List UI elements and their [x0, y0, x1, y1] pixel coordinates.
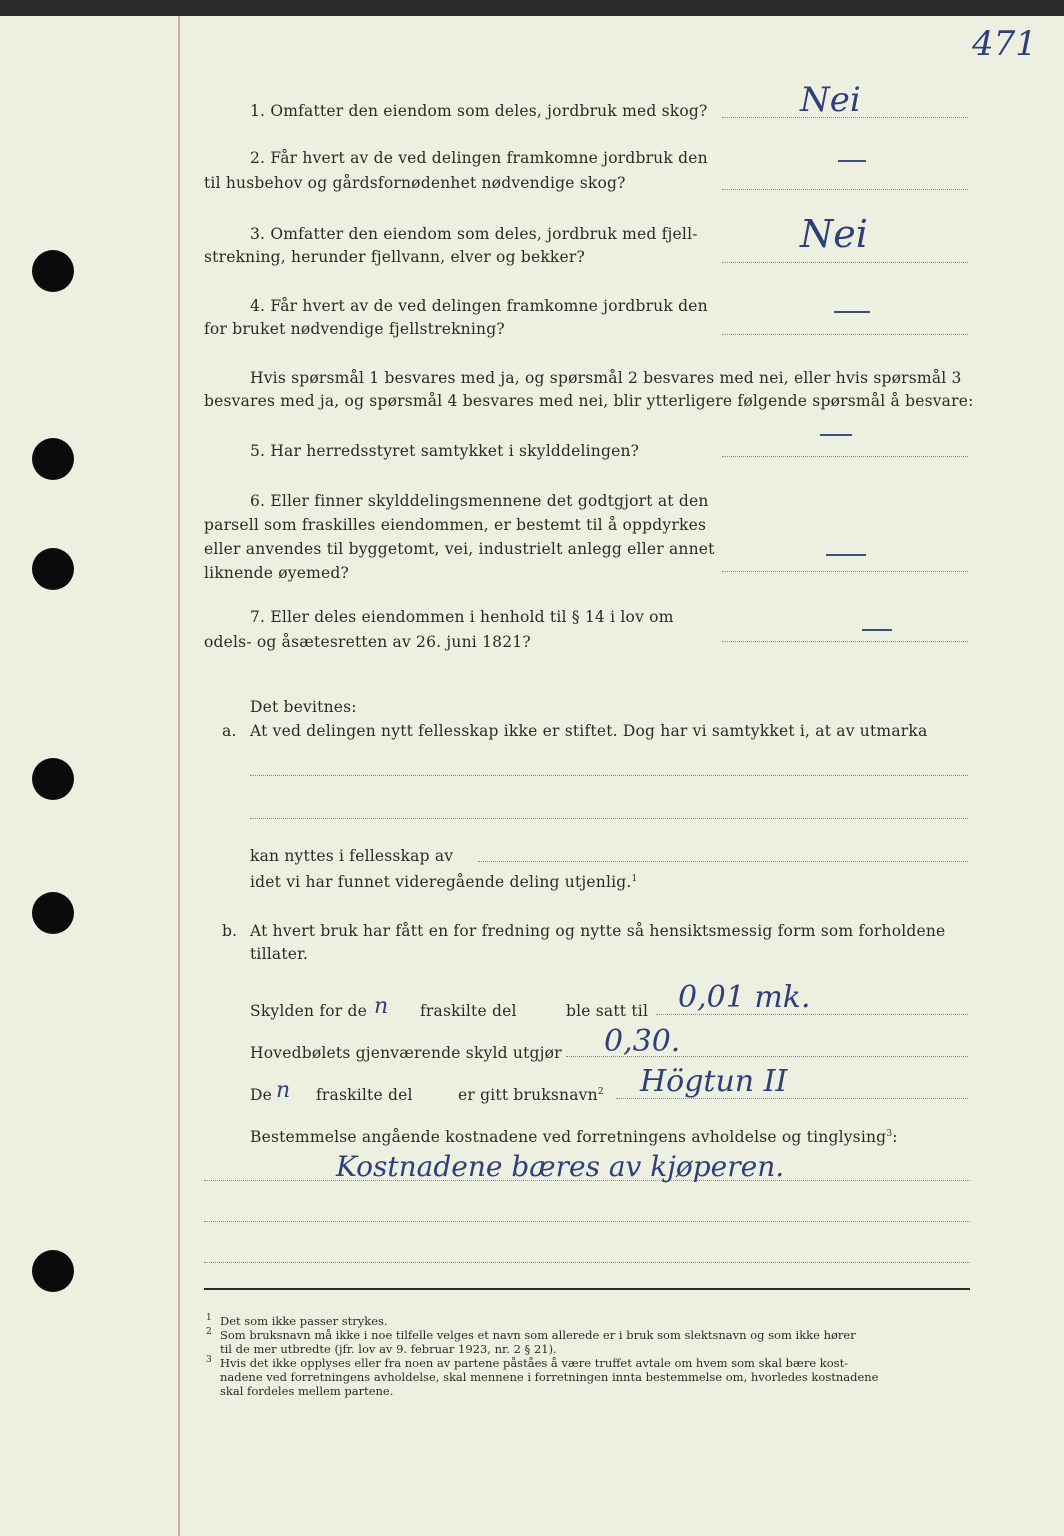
answer-3-handwritten: Nei — [800, 212, 868, 256]
bruksnavn-label: De — [250, 1086, 273, 1104]
section-a-line-3: idet vi har funnet videregående deling utjenlig.$^1$ — [250, 873, 638, 891]
bruksnavn-suffix-handwritten: n — [276, 1078, 291, 1103]
footnote-2-line-1: Som bruksnavn må ikke i noe tilfelle velges et navn som allerede er i bruk som slektsnavn og som ikke hører — [220, 1328, 856, 1342]
question-5-line-1: 5. Har herredsstyret samtykket i skylddelingen? — [250, 442, 640, 460]
section-a-marker: a. — [222, 722, 237, 740]
punch-hole — [32, 548, 74, 590]
kostnad-line-2 — [204, 1221, 970, 1222]
punch-hole — [32, 250, 74, 292]
kostnad-line-3 — [204, 1262, 970, 1263]
question-6-line-1: 6. Eller finner skylddelingsmennene det godtgjort at den — [250, 492, 709, 510]
answer-2-dash — [838, 160, 866, 162]
kostnad-label: Bestemmelse angående kostnadene ved forretningens avholdelse og tinglysing$^3$: — [250, 1128, 898, 1146]
skylden-value-handwritten: 0,01 mk. — [678, 980, 811, 1015]
punch-hole — [32, 1250, 74, 1292]
footnote-2-num: 2 — [206, 1327, 212, 1338]
scan-top-edge — [0, 0, 1064, 16]
section-a-fill-line — [478, 861, 968, 862]
skylden-suffix-handwritten: n — [374, 994, 389, 1019]
page-number: 471 — [972, 24, 1037, 64]
section-a-blank-line-2 — [250, 818, 968, 819]
kostnad-value-handwritten: Kostnadene bæres av kjøperen. — [336, 1150, 785, 1183]
condition-line-2: besvares med ja, og spørsmål 4 besvares med nei, blir ytterligere følgende spørsmål å besvare: — [204, 392, 974, 410]
answer-1-handwritten: Nei — [800, 80, 861, 120]
question-6-line-4: liknende øyemed? — [204, 564, 350, 582]
hovedbol-value-handwritten: 0,30. — [604, 1024, 681, 1059]
skylden-mid: fraskilte del — [420, 1002, 517, 1020]
answer-line-5 — [722, 456, 968, 457]
footnote-rule — [204, 1288, 970, 1290]
punch-hole — [32, 892, 74, 934]
question-7-line-2: odels- og åsætesretten av 26. juni 1821? — [204, 633, 531, 651]
question-6-line-2: parsell som fraskilles eiendommen, er bestemt til å oppdyrkes — [204, 516, 707, 534]
hovedbol-label: Hovedbølets gjenværende skyld utgjør — [250, 1044, 562, 1062]
question-2-line-1: 2. Får hvert av de ved delingen framkomne jordbruk den — [250, 149, 708, 167]
question-4-line-2: for bruket nødvendige fjellstrekning? — [204, 320, 505, 338]
section-b-text-1: At hvert bruk har fått en for fredning og nytte så hensiktsmessig form som forholdene — [250, 922, 946, 940]
question-6-line-3: eller anvendes til byggetomt, vei, industrielt anlegg eller annet — [204, 540, 715, 558]
answer-4-dash — [834, 311, 870, 313]
section-b-text-2: tillater. — [250, 945, 309, 963]
skylden-label: Skylden for de — [250, 1002, 368, 1020]
footnote-3-num: 3 — [206, 1355, 212, 1366]
margin-line — [178, 16, 180, 1536]
question-4-line-1: 4. Får hvert av de ved delingen framkomne jordbruk den — [250, 297, 708, 315]
footnote-3-line-1: Hvis det ikke opplyses eller fra noen av partene påståes å være truffet avtale om hvem som skal bære kost- — [220, 1356, 849, 1370]
condition-line-1: Hvis spørsmål 1 besvares med ja, og spørsmål 2 besvares med nei, eller hvis spørsmål 3 — [250, 369, 962, 387]
punch-hole — [32, 438, 74, 480]
question-2-line-2: til husbehov og gårdsfornødenhet nødvendige skog? — [204, 174, 626, 192]
footnote-3-line-3: skal fordeles mellem partene. — [220, 1384, 394, 1398]
bruksnavn-after: er gitt bruksnavn$^2$ — [458, 1086, 604, 1104]
footnote-1-text: Det som ikke passer strykes. — [220, 1314, 388, 1328]
answer-line-4 — [722, 334, 968, 335]
answer-line-2 — [722, 189, 968, 190]
punch-hole — [32, 758, 74, 800]
question-3-line-1: 3. Omfatter den eiendom som deles, jordbruk med fjell- — [250, 225, 698, 243]
section-a-line-2: kan nyttes i fellesskap av — [250, 847, 454, 865]
skylden-after: ble satt til — [566, 1002, 649, 1020]
footnote-2-line-2: til de mer utbredte (jfr. lov av 9. februar 1923, nr. 2 § 21). — [220, 1342, 557, 1356]
bevitnes-heading: Det bevitnes: — [250, 698, 357, 716]
answer-5-dash — [820, 434, 852, 436]
bruksnavn-mid: fraskilte del — [316, 1086, 413, 1104]
footnote-3-line-2: nadene ved forretningens avholdelse, skal mennene i forretningen innta bestemmelse om, hvorledes kostnadene — [220, 1370, 879, 1384]
question-3-line-2: strekning, herunder fjellvann, elver og bekker? — [204, 248, 586, 266]
answer-line-6 — [722, 571, 968, 572]
answer-line-7 — [722, 641, 968, 642]
bruksnavn-value-handwritten: Högtun II — [640, 1064, 788, 1099]
question-1-line-1: 1. Omfatter den eiendom som deles, jordbruk med skog? — [250, 102, 708, 120]
section-b-marker: b. — [222, 922, 238, 940]
answer-7-dash — [862, 629, 892, 631]
section-a-text: At ved delingen nytt fellesskap ikke er stiftet. Dog har vi samtykket i, at av utmarka — [250, 722, 928, 740]
section-a-blank-line-1 — [250, 775, 968, 776]
footnote-1-num: 1 — [206, 1313, 212, 1324]
answer-6-dash — [826, 554, 866, 556]
question-7-line-1: 7. Eller deles eiendommen i henhold til § 14 i lov om — [250, 608, 674, 626]
answer-line-3 — [722, 262, 968, 263]
